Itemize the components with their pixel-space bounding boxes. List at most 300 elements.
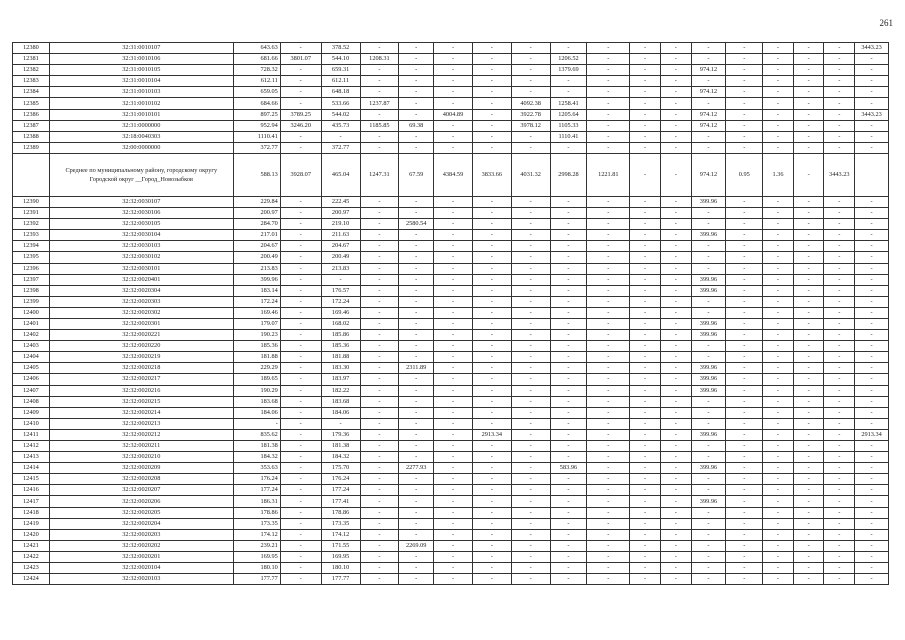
value-cell: - <box>824 230 855 241</box>
value-cell: - <box>399 285 434 296</box>
value-cell: - <box>630 485 661 496</box>
cadastral-code-cell: 32:32:0020220 <box>49 341 233 352</box>
value-cell: 1.36 <box>763 153 794 196</box>
value-cell: - <box>726 76 763 87</box>
value-cell: - <box>399 429 434 440</box>
value-cell: - <box>434 529 473 540</box>
value-cell: - <box>630 230 661 241</box>
value-cell: 435.73 <box>321 120 360 131</box>
value-cell: - <box>824 131 855 142</box>
value-cell: - <box>793 563 824 574</box>
value-cell: - <box>511 241 550 252</box>
cadastral-code-cell: 32:32:0020303 <box>49 296 233 307</box>
value-cell: - <box>550 274 587 285</box>
value-cell: - <box>726 43 763 54</box>
value-cell: - <box>824 65 855 76</box>
value-cell: - <box>472 54 511 65</box>
value-cell: - <box>360 396 399 407</box>
row-number-cell: 12410 <box>13 418 50 429</box>
value-cell: - <box>511 208 550 219</box>
value-cell: - <box>691 441 726 452</box>
value-cell: 183.68 <box>233 396 280 407</box>
value-cell: - <box>630 153 661 196</box>
row-number-cell: 12395 <box>13 252 50 263</box>
value-cell: - <box>793 341 824 352</box>
value-cell: - <box>434 363 473 374</box>
value-cell: - <box>855 551 889 562</box>
table-row <box>13 43 889 54</box>
value-cell: - <box>360 563 399 574</box>
value-cell: - <box>824 474 855 485</box>
value-cell: - <box>550 474 587 485</box>
value-cell: - <box>280 518 321 529</box>
value-cell: - <box>630 252 661 263</box>
value-cell: - <box>399 318 434 329</box>
value-cell: - <box>763 196 794 207</box>
value-cell: - <box>855 120 889 131</box>
value-cell: - <box>763 363 794 374</box>
value-cell: - <box>630 318 661 329</box>
value-cell: - <box>824 296 855 307</box>
value-cell: - <box>280 396 321 407</box>
value-cell: - <box>855 252 889 263</box>
value-cell: - <box>793 318 824 329</box>
value-cell: - <box>726 87 763 98</box>
value-cell: - <box>824 518 855 529</box>
value-cell: 169.46 <box>321 307 360 318</box>
value-cell: - <box>630 496 661 507</box>
value-cell: - <box>824 463 855 474</box>
value-cell: - <box>726 330 763 341</box>
value-cell: - <box>280 452 321 463</box>
value-cell: 181.88 <box>233 352 280 363</box>
value-cell: - <box>855 529 889 540</box>
value-cell: - <box>587 196 630 207</box>
table-row <box>13 496 889 507</box>
table-row <box>13 396 889 407</box>
value-cell: - <box>550 285 587 296</box>
value-cell: - <box>360 307 399 318</box>
value-cell: - <box>472 65 511 76</box>
value-cell: 174.12 <box>233 529 280 540</box>
value-cell: - <box>793 429 824 440</box>
value-cell: - <box>511 474 550 485</box>
value-cell: - <box>550 374 587 385</box>
value-cell: 974.12 <box>691 109 726 120</box>
value-cell: - <box>399 529 434 540</box>
cadastral-code-cell: 32:32:0020304 <box>49 285 233 296</box>
value-cell: - <box>824 341 855 352</box>
value-cell: 172.24 <box>321 296 360 307</box>
value-cell: - <box>280 43 321 54</box>
value-cell: 183.68 <box>321 396 360 407</box>
value-cell: - <box>280 98 321 109</box>
value-cell: - <box>660 208 691 219</box>
value-cell: 533.66 <box>321 98 360 109</box>
value-cell: 544.02 <box>321 109 360 120</box>
value-cell: - <box>472 551 511 562</box>
value-cell: - <box>511 285 550 296</box>
value-cell: 181.88 <box>321 352 360 363</box>
value-cell: - <box>763 285 794 296</box>
value-cell: - <box>660 429 691 440</box>
value-cell: - <box>472 363 511 374</box>
cadastral-code-cell: 32:32:0020212 <box>49 429 233 440</box>
value-cell: - <box>280 296 321 307</box>
table-row <box>13 518 889 529</box>
row-number-cell: 12403 <box>13 341 50 352</box>
value-cell: 183.14 <box>233 285 280 296</box>
value-cell: - <box>691 241 726 252</box>
value-cell: - <box>824 318 855 329</box>
value-cell: 176.57 <box>321 285 360 296</box>
value-cell: - <box>434 120 473 131</box>
value-cell: - <box>434 263 473 274</box>
value-cell: - <box>511 540 550 551</box>
value-cell: - <box>360 551 399 562</box>
value-cell: - <box>630 98 661 109</box>
value-cell: - <box>855 263 889 274</box>
value-cell: - <box>280 87 321 98</box>
value-cell: - <box>360 518 399 529</box>
value-cell: - <box>660 142 691 153</box>
value-cell: - <box>660 485 691 496</box>
value-cell: - <box>630 429 661 440</box>
value-cell: 3978.12 <box>511 120 550 131</box>
row-number-cell: 12381 <box>13 54 50 65</box>
value-cell: - <box>280 563 321 574</box>
value-cell: - <box>360 43 399 54</box>
value-cell: - <box>824 418 855 429</box>
cadastral-code-cell: 32:32:0020218 <box>49 363 233 374</box>
cadastral-code-cell: 32:31:0010107 <box>49 43 233 54</box>
value-cell: - <box>434 131 473 142</box>
value-cell: - <box>399 142 434 153</box>
value-cell: - <box>550 540 587 551</box>
value-cell: - <box>855 196 889 207</box>
value-cell: - <box>630 87 661 98</box>
value-cell: - <box>630 540 661 551</box>
value-cell: - <box>660 109 691 120</box>
row-number-cell: 12406 <box>13 374 50 385</box>
value-cell: - <box>434 474 473 485</box>
value-cell: - <box>511 318 550 329</box>
value-cell: - <box>587 463 630 474</box>
value-cell: - <box>793 574 824 585</box>
value-cell: 1237.87 <box>360 98 399 109</box>
value-cell: - <box>660 374 691 385</box>
value-cell: - <box>360 318 399 329</box>
table-row <box>13 363 889 374</box>
value-cell: 171.55 <box>321 540 360 551</box>
value-cell: - <box>793 230 824 241</box>
value-cell: - <box>280 263 321 274</box>
value-cell: - <box>763 396 794 407</box>
value-cell: - <box>587 374 630 385</box>
value-cell: - <box>824 330 855 341</box>
value-cell: - <box>630 474 661 485</box>
value-cell: - <box>660 540 691 551</box>
value-cell: - <box>550 363 587 374</box>
value-cell: 1110.41 <box>233 131 280 142</box>
table-row <box>13 252 889 263</box>
value-cell: - <box>550 418 587 429</box>
value-cell: - <box>630 330 661 341</box>
value-cell: - <box>763 274 794 285</box>
value-cell: 177.41 <box>321 496 360 507</box>
value-cell: - <box>472 529 511 540</box>
value-cell: - <box>550 529 587 540</box>
value-cell: 372.77 <box>233 142 280 153</box>
value-cell: 1105.33 <box>550 120 587 131</box>
value-cell: 3922.78 <box>511 109 550 120</box>
value-cell: 229.84 <box>233 196 280 207</box>
value-cell: - <box>587 285 630 296</box>
value-cell: - <box>660 230 691 241</box>
value-cell: - <box>824 98 855 109</box>
value-cell: - <box>360 474 399 485</box>
value-cell: - <box>855 142 889 153</box>
row-number-cell: 12398 <box>13 285 50 296</box>
value-cell: - <box>793 385 824 396</box>
value-cell: - <box>793 43 824 54</box>
value-cell: - <box>630 563 661 574</box>
value-cell: - <box>855 574 889 585</box>
value-cell: 728.32 <box>233 65 280 76</box>
value-cell: - <box>550 87 587 98</box>
value-cell: - <box>793 396 824 407</box>
value-cell: - <box>280 318 321 329</box>
value-cell: - <box>280 219 321 230</box>
value-cell: - <box>550 307 587 318</box>
value-cell: - <box>763 418 794 429</box>
row-number-cell: 12422 <box>13 551 50 562</box>
value-cell: - <box>472 274 511 285</box>
value-cell: 974.12 <box>691 65 726 76</box>
value-cell: - <box>280 131 321 142</box>
value-cell: - <box>660 529 691 540</box>
value-cell: 2277.93 <box>399 463 434 474</box>
value-cell: - <box>660 396 691 407</box>
table-row <box>13 142 889 153</box>
table-row <box>13 463 889 474</box>
value-cell: - <box>472 418 511 429</box>
value-cell: - <box>472 230 511 241</box>
value-cell: - <box>399 43 434 54</box>
value-cell: - <box>855 407 889 418</box>
value-cell: 974.12 <box>691 120 726 131</box>
page-number: 261 <box>879 18 893 28</box>
value-cell: - <box>726 540 763 551</box>
value-cell: - <box>630 407 661 418</box>
value-cell: - <box>726 285 763 296</box>
cadastral-code-cell: 32:32:0020214 <box>49 407 233 418</box>
value-cell: - <box>855 87 889 98</box>
value-cell: - <box>855 131 889 142</box>
row-number-cell: 12423 <box>13 563 50 574</box>
value-cell: - <box>763 441 794 452</box>
value-cell: - <box>855 274 889 285</box>
value-cell: - <box>793 153 824 196</box>
value-cell: - <box>434 87 473 98</box>
cadastral-code-cell: 32:32:0030102 <box>49 252 233 263</box>
table-row <box>13 441 889 452</box>
value-cell: - <box>630 54 661 65</box>
value-cell: - <box>587 574 630 585</box>
value-cell: - <box>550 385 587 396</box>
value-cell: - <box>587 429 630 440</box>
value-cell: - <box>691 208 726 219</box>
value-cell: - <box>511 418 550 429</box>
table-row <box>13 87 889 98</box>
value-cell: - <box>280 274 321 285</box>
value-cell: - <box>793 263 824 274</box>
value-cell: - <box>824 352 855 363</box>
value-cell: 180.10 <box>321 563 360 574</box>
value-cell: - <box>550 341 587 352</box>
value-cell: - <box>630 341 661 352</box>
value-cell: - <box>434 441 473 452</box>
value-cell: - <box>360 274 399 285</box>
cadastral-code-cell: 32:32:0020208 <box>49 474 233 485</box>
value-cell: - <box>726 109 763 120</box>
value-cell: - <box>763 120 794 131</box>
row-number-cell: 12387 <box>13 120 50 131</box>
value-cell: - <box>472 98 511 109</box>
value-cell: - <box>660 296 691 307</box>
value-cell: 1379.69 <box>550 65 587 76</box>
value-cell: 219.10 <box>321 219 360 230</box>
value-cell: - <box>472 463 511 474</box>
value-cell: 4092.38 <box>511 98 550 109</box>
value-cell: - <box>824 219 855 230</box>
value-cell: - <box>763 407 794 418</box>
row-number-cell: 12418 <box>13 507 50 518</box>
value-cell: - <box>434 307 473 318</box>
value-cell: - <box>587 452 630 463</box>
value-cell: - <box>855 485 889 496</box>
value-cell: - <box>511 529 550 540</box>
value-cell: - <box>399 485 434 496</box>
value-cell: - <box>472 352 511 363</box>
value-cell: - <box>399 385 434 396</box>
value-cell: 168.02 <box>321 318 360 329</box>
value-cell: - <box>280 374 321 385</box>
value-cell: - <box>587 120 630 131</box>
cadastral-code-cell: 32:32:0020302 <box>49 307 233 318</box>
value-cell: - <box>280 529 321 540</box>
value-cell: 3833.66 <box>472 153 511 196</box>
cadastral-code-cell: 32:32:0020204 <box>49 518 233 529</box>
value-cell: 213.83 <box>321 263 360 274</box>
value-cell: - <box>550 196 587 207</box>
value-cell: - <box>726 418 763 429</box>
value-cell: - <box>587 263 630 274</box>
table-row <box>13 274 889 285</box>
value-cell: - <box>726 385 763 396</box>
value-cell: 217.01 <box>233 230 280 241</box>
value-cell: - <box>793 374 824 385</box>
value-cell: - <box>855 54 889 65</box>
value-cell: - <box>511 352 550 363</box>
value-cell: - <box>280 551 321 562</box>
value-cell: - <box>630 120 661 131</box>
value-cell: - <box>360 87 399 98</box>
value-cell: - <box>824 285 855 296</box>
value-cell: - <box>793 241 824 252</box>
value-cell: - <box>660 318 691 329</box>
value-cell: - <box>434 574 473 585</box>
value-cell: - <box>763 563 794 574</box>
value-cell: - <box>399 352 434 363</box>
value-cell: - <box>855 285 889 296</box>
value-cell: 1206.52 <box>550 54 587 65</box>
value-cell: - <box>660 330 691 341</box>
row-number-cell: 12417 <box>13 496 50 507</box>
table-row <box>13 385 889 396</box>
value-cell: - <box>824 385 855 396</box>
value-cell: - <box>399 307 434 318</box>
table-row <box>13 574 889 585</box>
value-cell <box>855 153 889 196</box>
value-cell: - <box>691 485 726 496</box>
value-cell: - <box>434 65 473 76</box>
value-cell: - <box>763 241 794 252</box>
value-cell: - <box>550 76 587 87</box>
value-cell: - <box>691 529 726 540</box>
value-cell: - <box>511 429 550 440</box>
row-number-cell: 12409 <box>13 407 50 418</box>
value-cell: 204.67 <box>233 241 280 252</box>
value-cell: 1185.85 <box>360 120 399 131</box>
value-cell: 399.96 <box>691 363 726 374</box>
value-cell: - <box>472 142 511 153</box>
value-cell: 1247.31 <box>360 153 399 196</box>
value-cell: - <box>360 296 399 307</box>
value-cell: - <box>472 76 511 87</box>
value-cell: - <box>472 407 511 418</box>
value-cell: - <box>587 318 630 329</box>
value-cell: - <box>280 485 321 496</box>
value-cell: 200.49 <box>233 252 280 263</box>
value-cell: - <box>550 263 587 274</box>
cadastral-code-cell: Среднее по муниципальному району, городскому округу Городской округ __Город_Новозыбков <box>49 153 233 196</box>
cadastral-code-cell: 32:32:0030105 <box>49 219 233 230</box>
value-cell: 174.12 <box>321 529 360 540</box>
cadastral-code-cell: 32:32:0020202 <box>49 540 233 551</box>
row-number-cell: 12380 <box>13 43 50 54</box>
value-cell: - <box>280 574 321 585</box>
value-cell: - <box>691 563 726 574</box>
value-cell: - <box>511 463 550 474</box>
value-cell: - <box>472 318 511 329</box>
value-cell: 184.06 <box>233 407 280 418</box>
value-cell: - <box>691 219 726 230</box>
value-cell: - <box>434 252 473 263</box>
cadastral-code-cell: 32:31:0010103 <box>49 87 233 98</box>
value-cell: - <box>855 385 889 396</box>
value-cell: - <box>660 463 691 474</box>
value-cell: - <box>763 76 794 87</box>
value-cell: - <box>587 241 630 252</box>
value-cell: - <box>726 142 763 153</box>
value-cell: - <box>434 396 473 407</box>
value-cell: - <box>855 474 889 485</box>
value-cell: - <box>630 285 661 296</box>
value-cell: 353.63 <box>233 463 280 474</box>
value-cell: 681.66 <box>233 54 280 65</box>
value-cell: - <box>360 208 399 219</box>
